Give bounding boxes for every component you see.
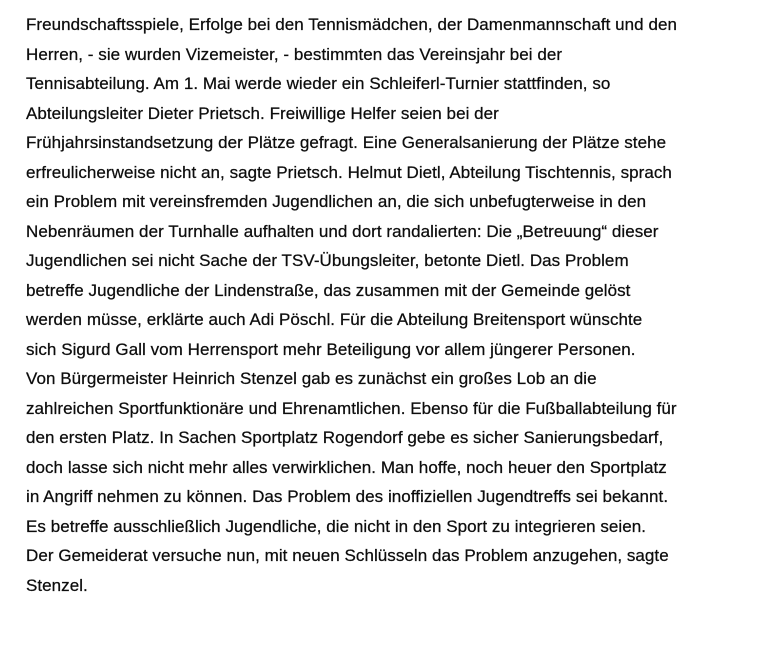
text-line: Es betreffe ausschließlich Jugendliche, die nicht in den Sport zu integrieren seien. xyxy=(26,516,647,536)
text-line: sich Sigurd Gall vom Herrensport mehr Beteiligung vor allem jüngerer Personen. xyxy=(26,339,636,359)
text-line: den ersten Platz. In Sachen Sportplatz Rogendorf gebe es sicher Sanierungsbedarf, xyxy=(26,428,664,447)
text-line: Nebenräumen der Turnhalle aufhalten und dort randalierten: Die „Betreuung“ dieser xyxy=(26,221,659,241)
text-line: Jugendlichen sei nicht Sache der TSV-Übungsleiter, betonte Dietl. Das Problem xyxy=(26,251,629,270)
text-line: Abteilungsleiter Dieter Prietsch. Freiwillige Helfer seien bei der xyxy=(26,103,499,123)
text-line: doch lasse sich nicht mehr alles verwirklichen. Man hoffe, noch heuer den Sportplatz xyxy=(26,457,667,477)
text-line: erfreulicherweise nicht an, sagte Prietsch. Helmut Dietl, Abteilung Tischtennis, sprach xyxy=(26,162,672,182)
text-line: Frühjahrsinstandsetzung der Plätze gefragt. Eine Generalsanierung der Plätze stehe xyxy=(26,133,667,152)
text-line: Freundschaftsspiele, Erfolge bei den Tennismädchen, der Damenmannschaft und den xyxy=(26,15,677,34)
text-line: Von Bürgermeister Heinrich Stenzel gab es zunächst ein großes Lob an die xyxy=(26,369,597,388)
text-line: Stenzel. xyxy=(26,575,88,595)
text-line: werden müsse, erklärte auch Adi Pöschl. Für die Abteilung Breitensport wünschte xyxy=(26,310,643,329)
text-line: betreffe Jugendliche der Lindenstraße, das zusammen mit der Gemeinde gelöst xyxy=(26,280,631,300)
text-line: Herren, - sie wurden Vizemeister, - bestimmten das Vereinsjahr bei der xyxy=(26,44,563,64)
text-line: ein Problem mit vereinsfremden Jugendlichen an, die sich unbefugterweise in den xyxy=(26,192,647,211)
text-line: in Angriff nehmen zu können. Das Problem des inoffiziellen Jugendtreffs sei bekannt. xyxy=(26,487,669,506)
article-text xyxy=(26,10,771,600)
text-line: zahlreichen Sportfunktionäre und Ehrenamtlichen. Ebenso für die Fußballabteilung für xyxy=(26,398,677,418)
text-line: Der Gemeiderat versuche nun, mit neuen Schlüsseln das Problem anzugehen, sagte xyxy=(26,546,669,565)
text-line: Tennisabteilung. Am 1. Mai werde wieder ein Schleiferl-Turnier stattfinden, so xyxy=(26,74,611,93)
